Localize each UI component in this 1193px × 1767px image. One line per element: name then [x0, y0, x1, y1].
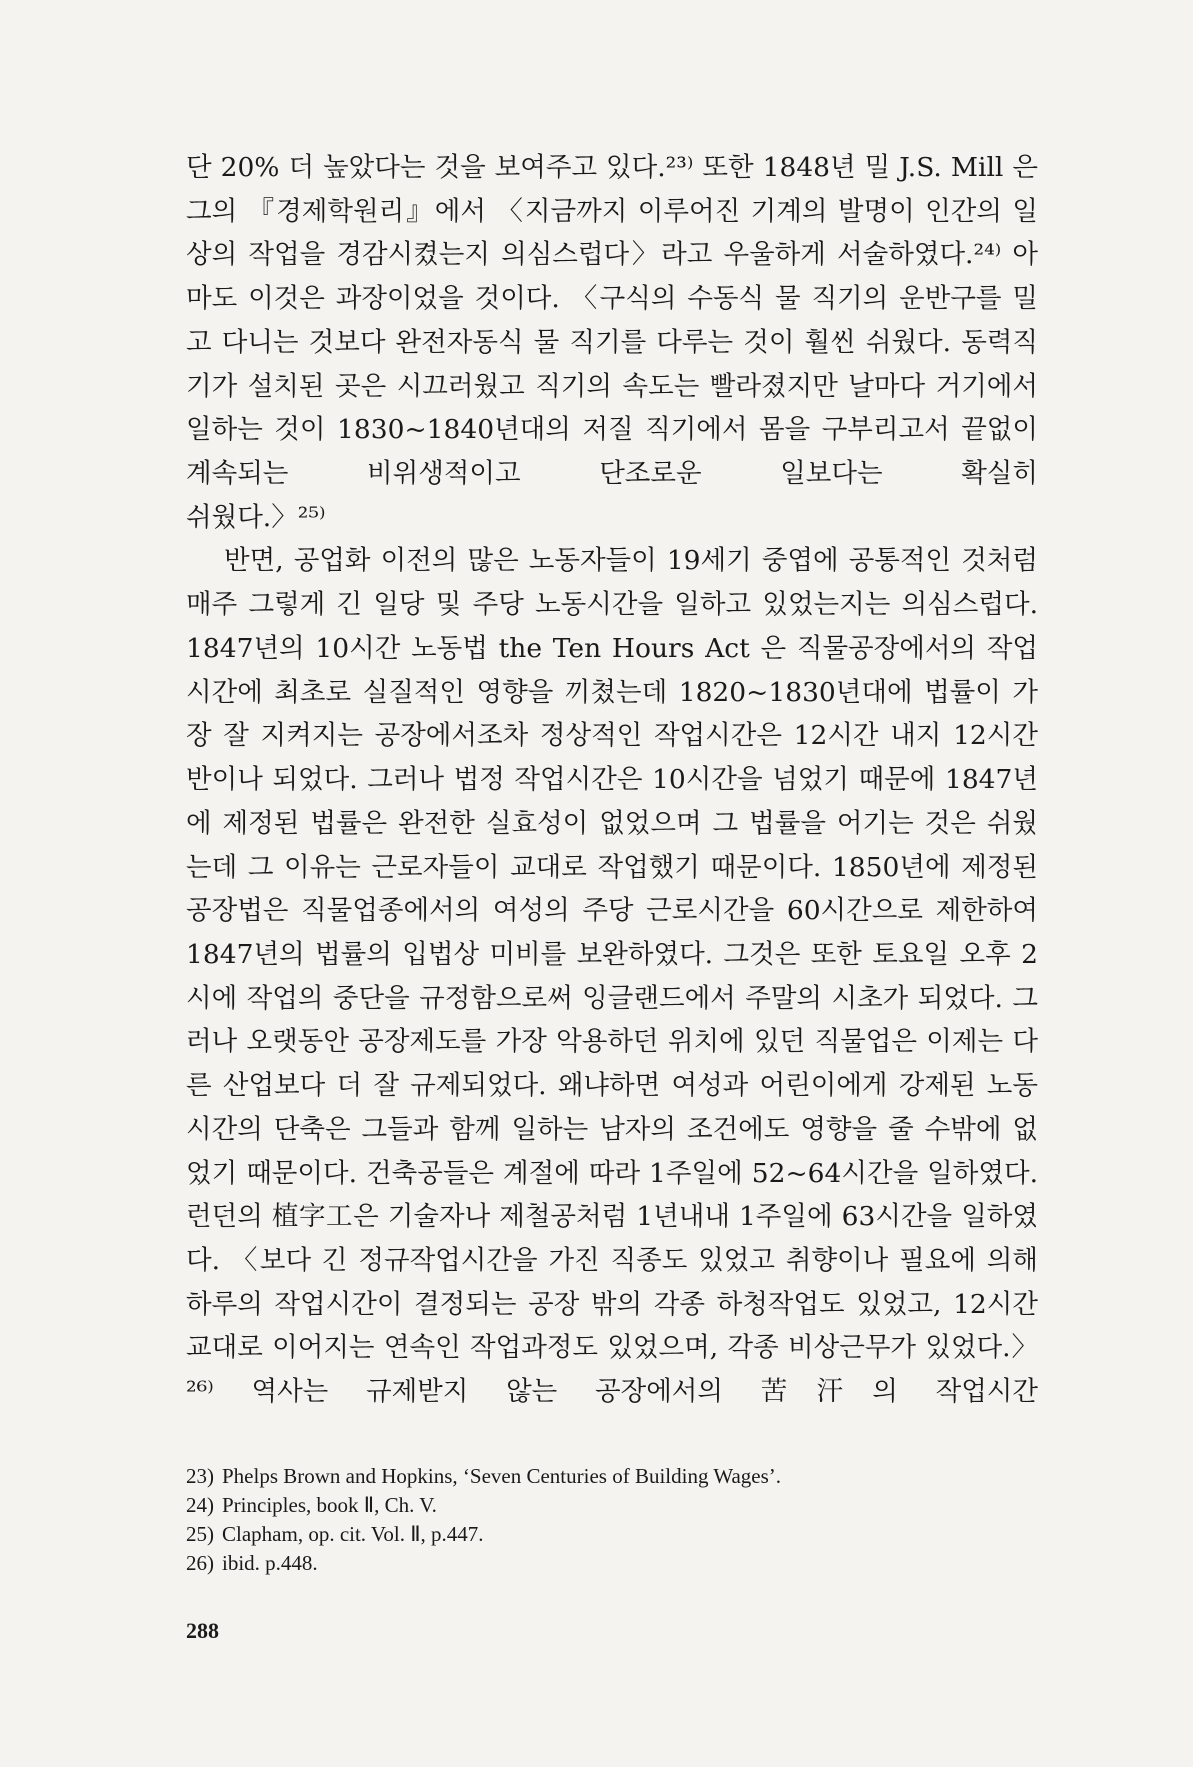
footnote-text: ibid. p.448. — [222, 1551, 318, 1575]
paragraph-2 — [186, 539, 1038, 1413]
footnote-26 — [186, 1549, 1038, 1578]
paragraph-1-last-line: 쉬웠다.〉²⁵⁾ — [186, 501, 326, 533]
footnote-text: Principles, book Ⅱ, Ch. V. — [222, 1493, 437, 1517]
body-text — [186, 146, 1038, 1414]
footnote-number: 26) — [186, 1551, 214, 1575]
paragraph-1-text: 단 20% 더 높았다는 것을 보여주고 있다.²³⁾ 또한 1848년 밀 J.S. Mill 은 그의 『경제학원리』에서 〈지금까지 이루어진 기계의 발명이 인간의 일상의 작업을 경감시켰는지 의심스럽다〉라고 우울하게 서술하였다.²⁴⁾ 아마도 이것은 과장이었을 것이다. 〈구식의 수동식 물 직기의 운반구를 밀고 다니는 것보다 완전자동식 물 직기를 다루는 것이 훨씬 쉬웠다. 동력직기가 설치된 곳은 시끄러웠고 직기의 속도는 빨라졌지만 날마다 거기에서 일하는 것이 1830~1840년대의 저질 직기에서 몸을 구부리고서 끝없이 계속되는 비위생적이고 단조로운 일보다는 확실히 — [186, 152, 1038, 490]
footnote-number: 25) — [186, 1522, 214, 1546]
footnote-23 — [186, 1462, 1038, 1491]
paragraph-2-text: 반면, 공업화 이전의 많은 노동자들이 19세기 중엽에 공통적인 것처럼 매주 그렇게 긴 일당 및 주당 노동시간을 일하고 있었는지는 의심스럽다. 1847년의 10시간 노동법 the Ten Hours Act 은 직물공장에서의 작업시간에 최초로 실질적인 영향을 끼쳤는데 1820~1830년대에 법률이 가장 잘 지켜지는 공장에서조차 정상적인 작업시간은 12시간 내지 12시간 반이나 되었다. 그러나 법정 작업시간은 10시간을 넘었기 때문에 1847년에 제정된 법률은 완전한 실효성이 없었으며 그 법률을 어기는 것은 쉬웠는데 그 이유는 근로자들이 교대로 작업했기 때문이다. 1850년에 제정된 공장법은 직물업종에서의 여성의 주당 근로시간을 60시간으로 제한하여 1847년의 법률의 입법상 미비를 보완하였다. 그것은 또한 토요일 오후 2시에 작업의 중단을 규정함으로써 잉글랜드에서 주말의 시초가 되었다. 그러나 오랫동안 공장제도를 가장 악용하던 위치에 있던 직물업은 이제는 다른 산업보다 더 잘 규제되었다. 왜냐하면 여성과 어린이에게 강제된 노동시간의 단축은 그들과 함께 일하는 남자의 조건에도 영향을 줄 수밖에 없었기 때문이다. 건축공들은 계절에 따라 1주일에 52~64시간을 일하였다. 런던의 植字工은 기술자나 제철공처럼 1년내내 1주일에 63시간을 일하였다. 〈보다 긴 정규작업시간을 가진 직종도 있었고 취향이나 필요에 의해 하루의 작업시간이 결정되는 공장 밖의 각종 하청작업도 있었고, 12시간 교대로 이어지는 연속인 작업과정도 있었으며, 각종 비상근무가 있었다.〉²⁶⁾ 역사는 규제받지 않는 공장에서의 苦汗의 작업시간 — [186, 545, 1038, 1408]
footnotes — [186, 1462, 1038, 1578]
paragraph-1 — [186, 146, 1038, 539]
page-number: 288 — [186, 1618, 219, 1643]
footnote-text: Clapham, op. cit. Vol. Ⅱ, p.447. — [222, 1522, 484, 1546]
footnote-number: 24) — [186, 1493, 214, 1517]
footnote-number: 23) — [186, 1464, 214, 1488]
footnote-24 — [186, 1491, 1038, 1520]
footnote-text: Phelps Brown and Hopkins, ‘Seven Centuries of Building Wages’. — [222, 1464, 782, 1488]
footnote-25 — [186, 1520, 1038, 1549]
